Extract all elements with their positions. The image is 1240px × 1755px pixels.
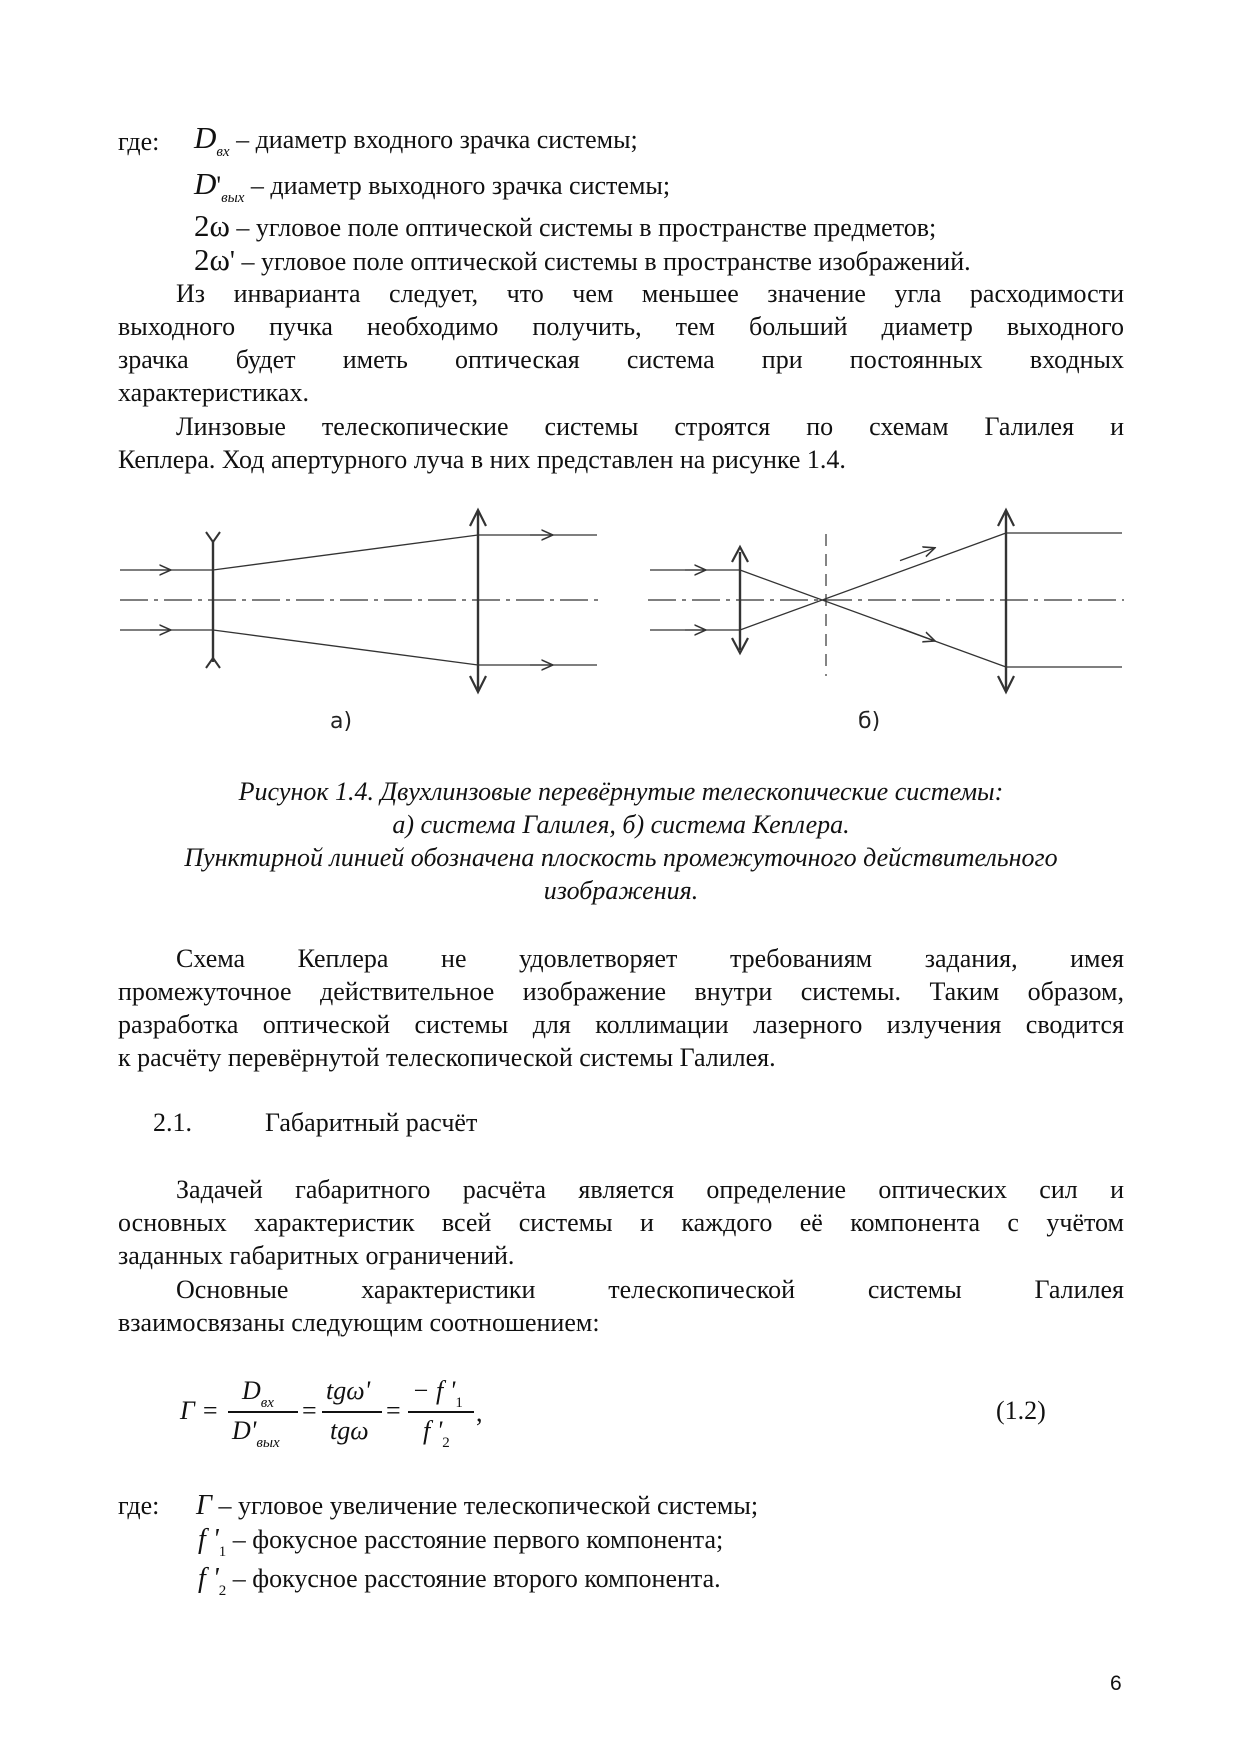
paragraph-line: к расчёту перевёрнутой телескопической системы Галилея. bbox=[118, 1043, 776, 1072]
paragraph-line: зрачка будет иметь оптическая система при постоянных входных bbox=[118, 345, 1124, 374]
figure-caption-line: Рисунок 1.4. Двухлинзовые перевёрнутые телескопические системы: bbox=[238, 777, 1004, 806]
paragraph-line: промежуточное действительное изображение внутри системы. Таким образом, bbox=[118, 977, 1124, 1006]
figure-caption-line: изображения. bbox=[543, 876, 699, 905]
equation-number: (1.2) bbox=[996, 1396, 1046, 1425]
paragraph-line: Из инварианта следует, что чем меньшее значение угла расходимости bbox=[176, 279, 1124, 308]
section-title: Габаритный расчёт bbox=[265, 1108, 478, 1137]
paragraph-line: основных характеристик всей системы и каждого её компонента с учётом bbox=[118, 1208, 1124, 1237]
paragraph-line: заданных габаритных ограничений. bbox=[118, 1241, 515, 1270]
figure-label-b: б) bbox=[858, 709, 881, 734]
page-number: 6 bbox=[1110, 1672, 1122, 1695]
definition-field-image: 2ω' – угловое поле оптической системы в пространстве изображений. bbox=[194, 242, 971, 277]
paragraph-line: Задачей габаритного расчёта является определение оптических сил и bbox=[176, 1175, 1124, 1204]
figure-telescopic-systems bbox=[0, 490, 1240, 760]
document-page: где: $D_{вх}$ – диаметр входного зрачка системы; $D'_{вых}$ – диаметр выходного зрачка системы; 2ω – угловое поле оптической системы в пространстве предметов; 2ω' – угловое поле оптической системы в пространстве изображений. Из инварианта следует, что чем меньшее значение угла расходимости выходного пучка необходимо получить, тем больший диаметр выходного зрачка будет иметь оптическая система при постоянных входных характеристиках. Линзовые телескопические системы строятся по схемам Галилея и Кеплера. Ход апертурного луча в них представлен на рисунке 1.4. a) б) Рисунок 1.4. Двухлинзовые перевёрнутые телескопические системы: а) система Галилея, б) система Кеплера. Пунктирной линией обозначена плоскость промежуточного действительного изображения. Схема Кеплера не удовлетворяет требованиям задания, имея промежуточное действительное изображение внутри системы. Таким образом, разработка оптической системы для коллимации лазерного излучения сводится к расчёту перевёрнутой телескопической системы Галилея. 2.1. Габаритный расчёт Задачей габаритного расчёта является определение оптических сил и основных характеристик всей системы и каждого её компонента с учётом заданных габаритных ограничений. Основные характеристики телескопической системы Галилея взаимосвязаны следующим соотношением: Г = $D_{вх}$ $D'_{вых}$ = tgω' tgω = − f '$_1$ f '$_2$ , (1.2) где: Г – угловое увеличение телескопической системы; f '$_1$ – фокусное расстояние первого компонента; f '$_2$ – фокусное расстояние второго компонента. 6 bbox=[0, 0, 1240, 1755]
definition-d-out: $D'_{вых}$ – диаметр выходного зрачка системы; bbox=[194, 166, 671, 206]
figure-caption-line: Пунктирной линией обозначена плоскость промежуточного действительного bbox=[184, 843, 1058, 872]
definition-d-in: $D_{вх}$ – диаметр входного зрачка системы; bbox=[194, 120, 638, 160]
section-number: 2.1. bbox=[153, 1108, 192, 1137]
paragraph-line: Основные характеристики телескопической системы Галилея bbox=[176, 1275, 1124, 1304]
galileo-scheme bbox=[120, 510, 600, 692]
definition-magnification: Г – угловое увеличение телескопической системы; bbox=[196, 1490, 759, 1521]
kepler-scheme bbox=[648, 510, 1124, 692]
paragraph-line: характеристиках. bbox=[118, 378, 309, 407]
paragraph-line: взаимосвязаны следующим соотношением: bbox=[118, 1308, 600, 1337]
paragraph-line: разработка оптической системы для коллимации лазерного излучения сводится bbox=[118, 1010, 1124, 1039]
where-label: где: bbox=[118, 1491, 160, 1520]
paragraph-line: Кеплера. Ход апертурного луча в них представлен на рисунке 1.4. bbox=[118, 445, 846, 474]
where-label: где: bbox=[118, 127, 160, 156]
definition-f2: f '$_2$ – фокусное расстояние второго компонента. bbox=[198, 1563, 721, 1599]
definition-f1: f '$_1$ – фокусное расстояние первого компонента; bbox=[198, 1524, 724, 1560]
figure-caption-line: а) система Галилея, б) система Кеплера. bbox=[392, 810, 850, 839]
definition-field-object: 2ω – угловое поле оптической системы в пространстве предметов; bbox=[194, 208, 937, 243]
paragraph-line: Схема Кеплера не удовлетворяет требованиям задания, имея bbox=[176, 944, 1124, 973]
paragraph-line: Линзовые телескопические системы строятся по схемам Галилея и bbox=[176, 412, 1124, 441]
paragraph-line: выходного пучка необходимо получить, тем больший диаметр выходного bbox=[118, 312, 1124, 341]
figure-label-a: a) bbox=[330, 709, 353, 734]
